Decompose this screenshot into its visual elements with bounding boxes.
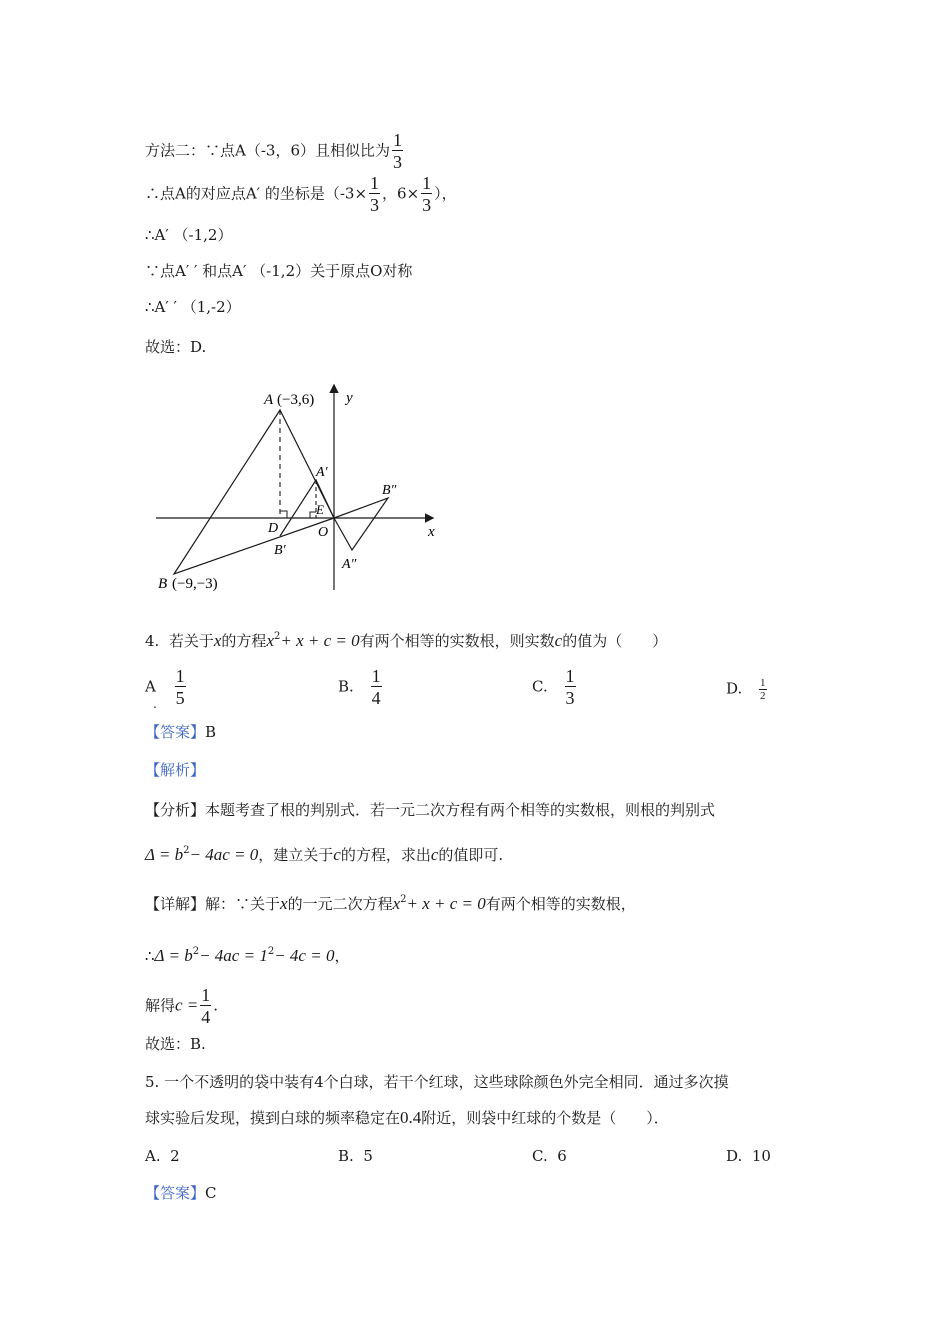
q5-option-a[interactable]: A. 2 xyxy=(145,1147,180,1165)
coordinate-figure xyxy=(150,380,450,600)
label-A1: A′ xyxy=(316,465,328,480)
method2-line3: ∴A′ （-1,2） xyxy=(145,226,233,244)
method2-line1: 方法二：∵点A（-3，6）且相似比为 $\frac{1}{3}$ xyxy=(145,130,402,172)
label-D: D xyxy=(268,521,279,536)
q4-option-a-dot: . xyxy=(153,697,157,711)
label-O: O xyxy=(318,525,329,540)
label-B: B xyxy=(158,576,168,592)
q4-answer: 【答案】B xyxy=(145,723,217,741)
q4-fenxi-line1: 【分析】本题考查了根的判别式．若一元二次方程有两个相等的实数根，则根的判别式 xyxy=(145,801,716,819)
label-E: E xyxy=(316,502,324,517)
q4-option-b[interactable]: B. $\frac{1}{4}$ xyxy=(338,666,381,708)
label-B1: B′ xyxy=(274,543,286,558)
label-y: y xyxy=(346,390,353,406)
q5-answer: 【答案】C xyxy=(145,1184,217,1202)
q4-step2: 解得c = $\frac{1}{4}$ . xyxy=(145,985,219,1027)
triangle-ABO xyxy=(174,410,334,574)
q4-stem: 4. 若关于x的方程$x^2+ x + c = 0$有两个相等的实数根，则实数c的值为（ ） xyxy=(145,631,668,650)
q4-option-d[interactable]: D. $\frac{1}{2}$ xyxy=(726,677,766,702)
method2-line6: 故选：D. xyxy=(145,338,207,356)
q4-option-a[interactable]: A $\frac{1}{5}$ xyxy=(145,666,185,708)
label-A: A xyxy=(264,392,274,408)
q5-stem-line1: 5. 一个不透明的袋中装有4个白球，若干个红球，这些球除颜色外完全相同．通过多次摸 xyxy=(145,1073,729,1091)
method2-line4: ∵点A′ ′ 和点A′ （-1,2）关于原点O对称 xyxy=(145,262,413,280)
label-A-coord: (−3,6) xyxy=(277,392,315,408)
label-A2: A″ xyxy=(342,557,357,572)
triangle-A2B2O xyxy=(334,498,388,550)
ratio-fraction-x: $\frac{1}{3}$ xyxy=(370,173,380,215)
ratio-fraction-y: $\frac{1}{3}$ xyxy=(422,173,432,215)
q4-conclusion: 故选：B. xyxy=(145,1035,206,1053)
q4-detail-line1: 【详解】解：∵关于x的一元二次方程$x^2+ x + c = 0$有两个相等的实数根， xyxy=(145,894,636,913)
q5-stem-line2: 球实验后发现，摸到白球的频率稳定在0.4附近，则袋中红球的个数是（ ）． xyxy=(145,1108,669,1127)
label-x: x xyxy=(428,524,435,540)
q4-analysis-tag: 【解析】 xyxy=(145,761,206,779)
label-B-coord: (−9,−3) xyxy=(172,576,218,592)
ratio-fraction: $\frac{1}{3}$ xyxy=(393,130,402,172)
q5-option-b[interactable]: B. 5 xyxy=(338,1147,373,1165)
q5-option-c[interactable]: C. 6 xyxy=(532,1147,567,1165)
q4-fenxi-line2: $\Delta = b^2- 4ac = 0$，建立关于c的方程，求出c的值即可. xyxy=(145,845,504,864)
label-B2: B″ xyxy=(382,483,397,498)
method2-line2: ∴点A的对应点A′ 的坐标是（-3× $\frac{1}{3}$ ，6× $\frac{1}{3}$ ）， xyxy=(145,173,457,215)
right-angle-D xyxy=(280,511,287,518)
q5-option-d[interactable]: D. 10 xyxy=(726,1147,771,1165)
q4-step1: ∴Δ = $b^2- 4ac = 1^2- 4c = 0$， xyxy=(145,946,350,965)
q4-option-c[interactable]: C. $\frac{1}{3}$ xyxy=(532,666,575,708)
method2-line5: ∴A′ ′ （1,-2） xyxy=(145,298,241,316)
